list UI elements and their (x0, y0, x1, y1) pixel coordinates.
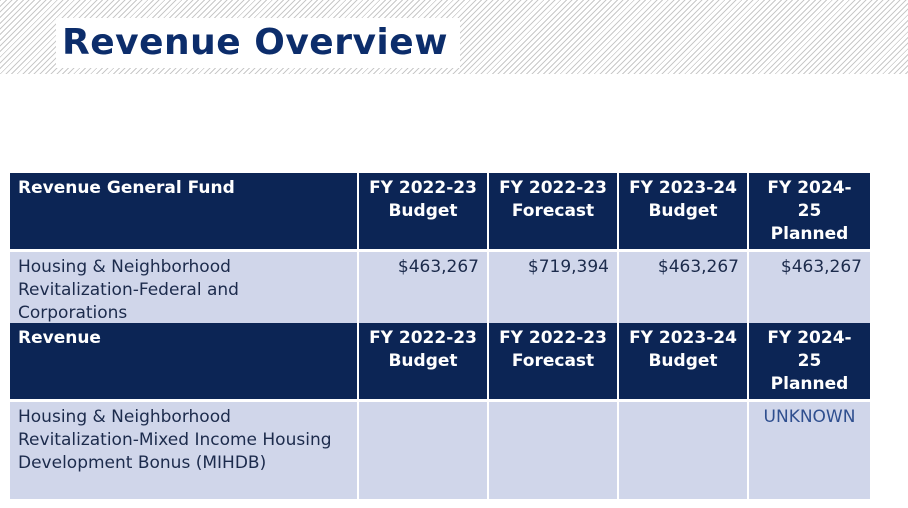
table-header-row (10, 323, 870, 401)
header-revenue-category: Revenue General Fund (10, 173, 358, 251)
cell-fy2425-planned: $463,267 (748, 251, 870, 330)
header-fy2425-planned: FY 2024-25 Planned (748, 173, 870, 251)
cell-fy2223-forecast: $719,394 (488, 251, 618, 330)
header-fy2324-budget: FY 2023-24 Budget (618, 173, 748, 251)
page-title: Revenue Overview (62, 22, 448, 63)
header-fy2223-budget: FY 2022-23 Budget (358, 323, 488, 401)
table-header-row (10, 173, 870, 251)
cell-fy2223-budget (358, 401, 488, 499)
revenue-general-fund-table (10, 173, 870, 329)
header-revenue-category: Revenue (10, 323, 358, 401)
row-label: Housing & Neighborhood Revitalization-Mixed Income Housing Development Bonus (MIHDB) (10, 401, 358, 499)
header-fy2223-forecast: FY 2022-23 Forecast (488, 173, 618, 251)
header-fy2223-budget: FY 2022-23 Budget (358, 173, 488, 251)
table-row (10, 401, 870, 499)
title-container (56, 18, 460, 68)
header-fy2425-planned: FY 2024-25 Planned (748, 323, 870, 401)
cell-fy2324-budget: $463,267 (618, 251, 748, 330)
table-row (10, 251, 870, 330)
header-fy2223-forecast: FY 2022-23 Forecast (488, 323, 618, 401)
cell-fy2324-budget (618, 401, 748, 499)
cell-fy2223-forecast (488, 401, 618, 499)
cell-fy2425-planned: UNKNOWN (748, 401, 870, 499)
cell-fy2223-budget: $463,267 (358, 251, 488, 330)
revenue-table (10, 323, 870, 499)
row-label: Housing & Neighborhood Revitalization-Federal and Corporations (10, 251, 358, 330)
header-fy2324-budget: FY 2023-24 Budget (618, 323, 748, 401)
